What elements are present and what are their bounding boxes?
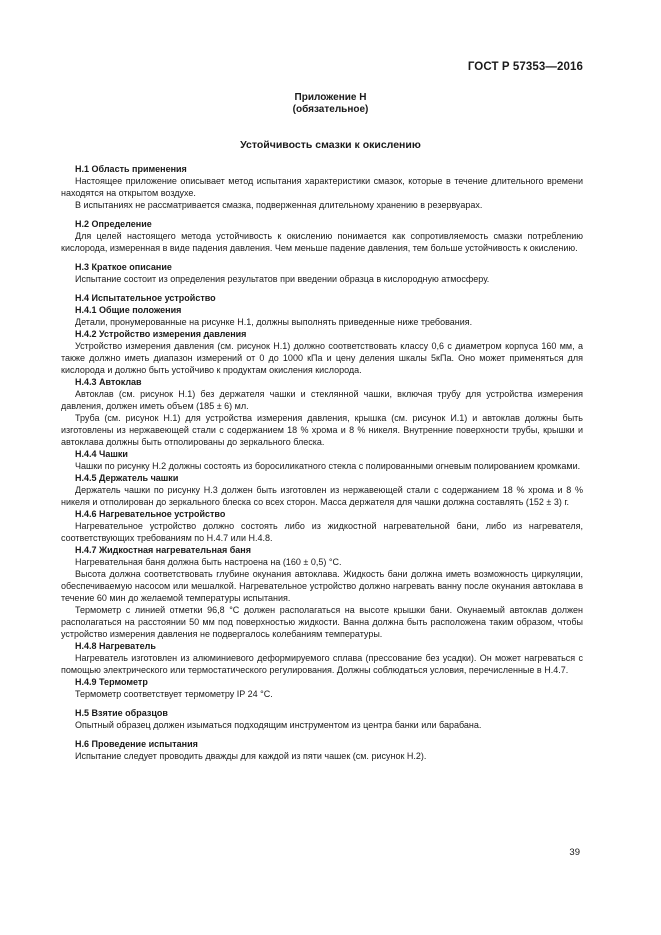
paragraph: Чашки по рисунку Н.2 должны состоять из боросиликатного стекла с полированными огневым полированием кромками. bbox=[75, 461, 581, 471]
paragraph: Для целей настоящего метода устойчивость к окислению понимается как сопротивляемость смазки потреблению кислорода, измеренная в виде падения давления. Чем меньше падение давления, тем больше устойчивость к окислению. bbox=[61, 231, 583, 253]
paragraph: Устройство измерения давления (см. рисунок Н.1) должно соответствовать классу 0,6 с диаметром корпуса 160 мм, а также должно иметь диапазон измерений от 0 до 1000 кПа и цену деления шкалы 5кПа. Оно может применяться для кислорода и должно быть устойчиво к продуктам окисления кислорода. bbox=[61, 341, 583, 375]
page-number: 39 bbox=[569, 847, 580, 858]
paragraph: Испытание следует проводить дважды для каждой из пяти чашек (см. рисунок Н.2). bbox=[75, 751, 427, 761]
paragraph: Нагревательная баня должна быть настроена на (160 ± 0,5) °С. bbox=[75, 557, 342, 567]
document-title: Устойчивость смазки к окислению bbox=[240, 139, 421, 151]
subsection-heading: Н.4.5 Держатель чашки bbox=[75, 473, 179, 483]
subsection-heading: Н.4.3 Автоклав bbox=[75, 377, 142, 387]
section-heading: Н.3 Краткое описание bbox=[75, 262, 172, 272]
appendix-header bbox=[0, 92, 661, 116]
paragraph: Опытный образец должен изыматься подходящим инструментом из центра банки или барабана. bbox=[75, 720, 482, 730]
paragraph: Держатель чашки по рисунку Н.3 должен быть изготовлен из нержавеющей стали с содержанием 18 % хрома и 8 % никеля и отполирован до зеркального блеска со всех сторон. Масса держателя для чашки должна составлять (152 ± 3) г. bbox=[61, 485, 583, 507]
paragraph: Термометр соответствует термометру IP 24 °С. bbox=[75, 689, 273, 699]
paragraph: Нагревательное устройство должно состоять либо из жидкостной нагревательной бани, либо из нагревателя, соответствующих требованиям по Н.4.7 или Н.4.8. bbox=[61, 521, 583, 543]
paragraph: Испытание состоит из определения результатов при введении образца в кислородную атмосферу. bbox=[75, 274, 490, 284]
section-heading: Н.1 Область применения bbox=[75, 164, 187, 174]
paragraph: Автоклав (см. рисунок Н.1) без держателя чашки и стеклянной чашки, включая трубу для устройства измерения давления, должен иметь объем (185 ± 6) мл. bbox=[61, 389, 583, 411]
standard-number: ГОСТ Р 57353—2016 bbox=[467, 61, 583, 73]
section-heading: Н.4 Испытательное устройство bbox=[75, 293, 216, 303]
subsection-heading: Н.4.7 Жидкостная нагревательная баня bbox=[75, 545, 251, 555]
subsection-heading: Н.4.4 Чашки bbox=[75, 449, 128, 459]
section-heading: Н.2 Определение bbox=[75, 219, 152, 229]
subsection-heading: Н.4.2 Устройство измерения давления bbox=[75, 329, 247, 339]
paragraph: Термометр с линией отметки 96,8 °С должен располагаться на высоте крышки бани. Окунаемый автоклав должен располагаться на расстоянии 50 мм под поверхностью жидкости. Ванна должна быть расположена таким образом, чтобы устройство измерения давления не подвергалось колебаниям температуры. bbox=[61, 605, 583, 639]
subsection-heading: Н.4.9 Термометр bbox=[75, 677, 148, 687]
document-body bbox=[61, 163, 583, 762]
paragraph: Труба (см. рисунок Н.1) для устройства измерения давления, крышка (см. рисунок И.1) и автоклав должны быть изготовлены из нержавеющей стали с содержанием 18 % хрома и 8 % никеля. Внутренние поверхности трубы, крышки и автоклава должны быть отполированы до зеркального блеска. bbox=[61, 413, 583, 447]
section-heading: Н.5 Взятие образцов bbox=[75, 708, 168, 718]
appendix-status: (обязательное) bbox=[292, 104, 369, 115]
paragraph: Детали, пронумерованные на рисунке Н.1, должны выполнять приведенные ниже требования. bbox=[75, 317, 473, 327]
paragraph: Настоящее приложение описывает метод испытания характеристики смазок, которые в течение длительного времени находятся на открытом воздухе. bbox=[61, 176, 583, 198]
section-heading: Н.6 Проведение испытания bbox=[75, 739, 198, 749]
paragraph: В испытаниях не рассматривается смазка, подверженная длительному хранению в резервуарах. bbox=[75, 200, 483, 210]
subsection-heading: Н.4.8 Нагреватель bbox=[75, 641, 156, 651]
subsection-heading: Н.4.1 Общие положения bbox=[75, 305, 182, 315]
subsection-heading: Н.4.6 Нагревательное устройство bbox=[75, 509, 226, 519]
paragraph: Нагреватель изготовлен из алюминиевого деформируемого сплава (прессование без усадки). Он может нагреваться с помощью электрического или термостатического регулирования. Должны соблюдаться условия, перечисленные в Н.4.7. bbox=[61, 653, 583, 675]
appendix-title: Приложение Н bbox=[294, 92, 367, 103]
paragraph: Высота должна соответствовать глубине окунания автоклава. Жидкость бани должна иметь возможность циркуляции, обеспечиваемую насосом или мешалкой. Нагревательное устройство должно нагревать ванну после окунания автоклава в течение 60 мин до желаемой температуры испытания. bbox=[61, 569, 583, 603]
